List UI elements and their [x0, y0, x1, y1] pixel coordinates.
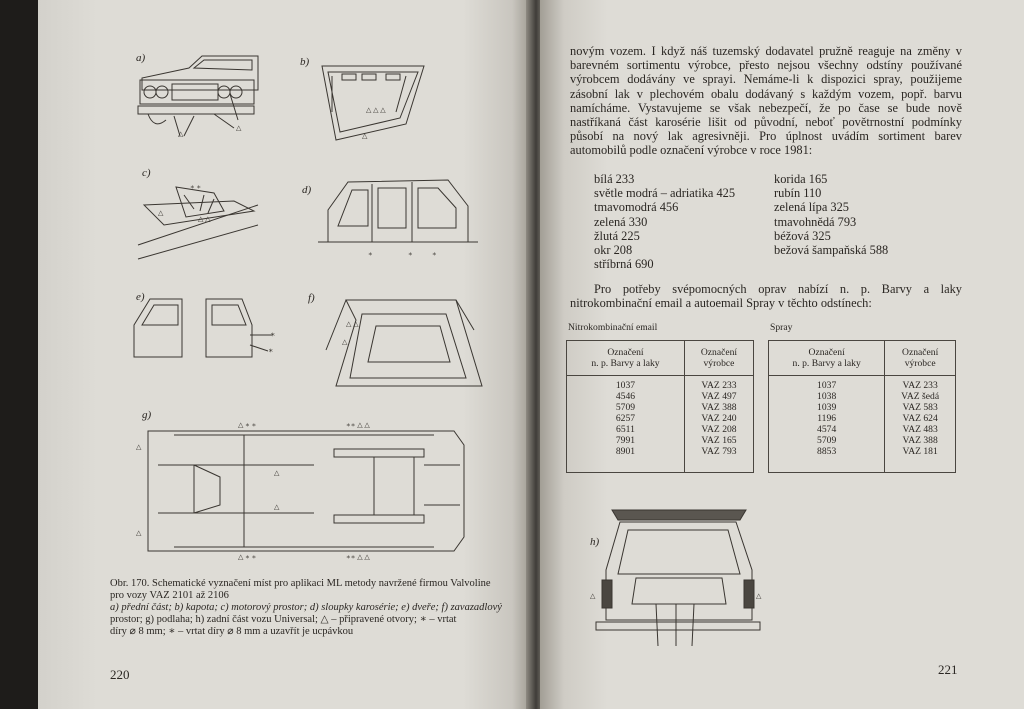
figure-g-floor [134, 405, 474, 565]
color-item: korida 165 [774, 172, 828, 186]
svg-text:△: △ [362, 132, 368, 140]
front-car-drawing [134, 50, 264, 140]
table-header-cell: Označení výrobce [684, 341, 753, 376]
svg-text:∗∗ △ △: ∗∗ △ △ [346, 421, 370, 429]
svg-text:△ ∗ ∗: △ ∗ ∗ [238, 421, 257, 429]
figure-f-luggage [306, 290, 486, 390]
svg-text:△ ∗ ∗: △ ∗ ∗ [238, 553, 257, 561]
svg-text:∗: ∗ [268, 346, 274, 355]
figure-label-c: c) [142, 167, 151, 179]
svg-text:△: △ [342, 338, 348, 346]
svg-text:△: △ [274, 469, 280, 477]
color-item: zelená 330 [594, 214, 648, 229]
color-item: světle modrá – adriatika 425 [594, 186, 736, 201]
color-item: tmavohnědá 793 [774, 214, 857, 229]
caption-line-2: pro vozy VAZ 2101 až 2106 [110, 590, 229, 601]
svg-text:∗ ∗: ∗ ∗ [190, 183, 202, 191]
table-cell-vaz: VAZ 233 VAZ 497 VAZ 388 VAZ 240 VAZ 208 VAZ 165 VAZ 793 [684, 376, 753, 473]
table-1-label: Nitrokombinační email [568, 322, 658, 333]
table-header-row [769, 341, 956, 376]
table-2-label: Spray [770, 322, 793, 333]
table-header-row [567, 341, 754, 376]
color-item: bežová šampaňská 588 [774, 243, 889, 258]
colors-list-right [774, 172, 888, 257]
table-spray [768, 340, 956, 473]
page-number-right: 221 [938, 662, 958, 677]
svg-text:∗: ∗ [408, 250, 413, 258]
caption-line-5: díry ⌀ 8 mm; ∗ – vrtat díry ⌀ 8 mm a uzavřít je ucpávkou [110, 626, 354, 637]
color-item: zelená lípa 325 [774, 200, 849, 215]
color-item: žlutá 225 [594, 228, 640, 243]
figure-a-front [134, 50, 264, 140]
hood-drawing [296, 52, 446, 152]
figure-b-hood [296, 52, 446, 152]
caption-line-1: Obr. 170. Schematické vyznačení míst pro aplikaci ML metody navržené firmou Valvoline [110, 578, 491, 589]
svg-text:△: △ [590, 592, 596, 600]
table-header-cell: Označení n. p. Barvy a laky [769, 341, 885, 376]
page-number-left: 220 [110, 667, 130, 682]
svg-text:△ △ △: △ △ △ [366, 106, 386, 114]
color-item: tmavomodrá 456 [594, 200, 679, 215]
svg-text:△: △ [236, 124, 242, 132]
figure-label-d: d) [302, 184, 312, 196]
table-header-cell: Označení výrobce [885, 341, 956, 376]
figure-label-a: a) [136, 52, 146, 64]
svg-text:△: △ [274, 503, 280, 511]
figure-e-doors [122, 285, 302, 365]
figure-label-h: h) [590, 536, 600, 548]
color-item: bílá 233 [594, 172, 635, 186]
table-header-cell: Označení n. p. Barvy a laky [567, 341, 685, 376]
figure-label-g: g) [142, 409, 152, 421]
table-row [769, 376, 956, 473]
colors-list-left [594, 172, 735, 271]
svg-text:△: △ [158, 209, 164, 217]
svg-text:∗: ∗ [432, 250, 437, 258]
svg-text:∗: ∗ [368, 250, 373, 258]
figure-c-engine [134, 165, 264, 265]
svg-text:△ △: △ △ [198, 215, 211, 223]
svg-text:△: △ [136, 443, 142, 451]
svg-text:△ △: △ △ [346, 320, 359, 328]
body-text [570, 44, 962, 158]
paragraph-1: novým vozem. I když náš tuzemský dodavatel pružně reaguje na změny v barevném sortimentu výrobce, přesto nejsou všechny odstíny používané výrobcem dodávány ve sprayi. Nemáme-li k dispozici spray, použijeme zásobní lak v plechovém obalu dodávaný s každým vozem, popř. barvu namícháme. Vystavujeme se však nebezpečí, že po čase se bude nově nastříkaná část karosérie lišit od původní, neboť povětrnostní podmínky působí na nový lak agresivněji. Pro úplnost uvádím sortiment barev automobilů podle označení výrobce v roce 1981: [570, 44, 962, 158]
color-item: rubín 110 [774, 186, 822, 201]
table-cell-codes: 1037 4546 5709 6257 6511 7991 8901 [567, 376, 685, 473]
rear-car-drawing [576, 500, 776, 650]
engine-compartment-drawing [134, 165, 264, 265]
left-page [38, 0, 532, 709]
pillars-drawing [308, 170, 488, 262]
svg-text:∗: ∗ [270, 330, 276, 339]
svg-text:∗∗ △ △: ∗∗ △ △ [346, 553, 370, 561]
figure-caption [110, 578, 542, 638]
figure-d-pillars [302, 170, 488, 262]
figure-h-rear [576, 500, 776, 650]
color-item: okr 208 [594, 243, 633, 258]
caption-line-3: a) přední část; b) kapota; c) motorový prostor; d) sloupky karosérie; e) dveře; f) zavazadlový [110, 602, 502, 613]
floor-drawing [134, 405, 474, 565]
svg-text:△: △ [136, 529, 142, 537]
table-row [567, 376, 754, 473]
color-item: béžová 325 [774, 228, 831, 243]
svg-text:△: △ [756, 592, 762, 600]
table-cell-vaz: VAZ 233 VAZ šedá VAZ 583 VAZ 624 VAZ 483 VAZ 388 VAZ 181 [885, 376, 956, 473]
paragraph-2: Pro potřeby svépomocných oprav nabízí n. p. Barvy a laky nitrokombinační email a autoemail Spray v těchto odstínech: [570, 282, 962, 311]
figure-label-f: f) [308, 292, 315, 304]
doors-drawing [122, 285, 302, 365]
right-page [540, 0, 1024, 709]
svg-text:△: △ [178, 130, 184, 138]
table-nitro-email [566, 340, 754, 473]
caption-line-4: prostor; g) podlaha; h) zadní část vozu Universal; △ – připravené otvory; ∗ – vrtat [110, 614, 457, 625]
color-item: stříbrná 690 [594, 257, 654, 272]
figure-label-b: b) [300, 56, 310, 68]
luggage-compartment-drawing [306, 290, 486, 390]
paragraph-2-wrap [570, 282, 962, 310]
figure-label-e: e) [136, 291, 145, 303]
table-cell-codes: 1037 1038 1039 1196 4574 5709 8853 [769, 376, 885, 473]
